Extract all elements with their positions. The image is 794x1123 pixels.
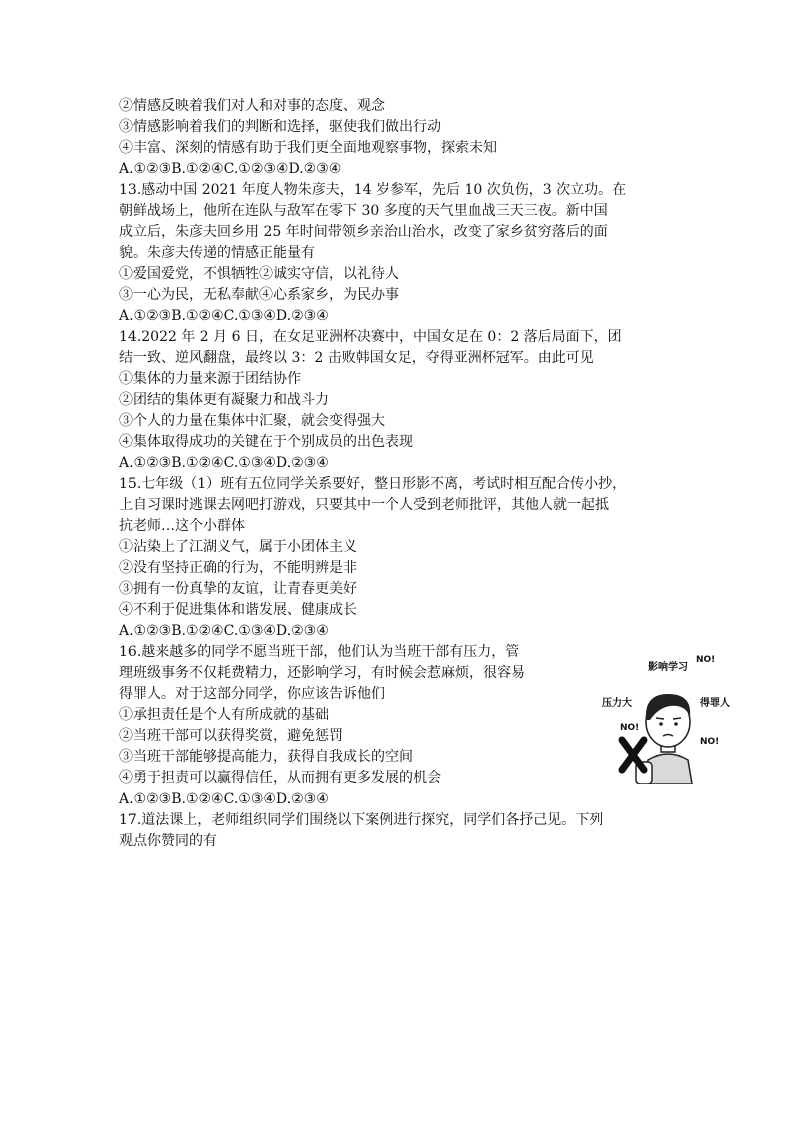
question-stem: 抗老师…这个小群体 [119, 518, 245, 534]
answer-choices: A.①②③B.①②④C.①③④D.②③④ [119, 455, 329, 471]
option-line: ②没有坚持正确的行为，不能明辨是非 [119, 560, 357, 576]
question-stem: 上自习课时逃课去网吧打游戏，只要其中一个人受到老师批评，其他人就一起抵 [119, 497, 609, 513]
figure-label: NO! [620, 723, 640, 733]
question-stem: 得罪人。对于这部分同学，你应该告诉他们 [119, 686, 385, 702]
option-line: ②团结的集体更有凝聚力和战斗力 [119, 392, 329, 408]
question-stem: 成立后，朱彦夫回乡用 25 年时间带领乡亲治山治水，改变了家乡贫穷落后的面 [119, 224, 608, 240]
text-line: ②情感反映着我们对人和对事的态度、观念 [119, 98, 385, 114]
question-stem: 15.七年级（1）班有五位同学关系要好，整日形影不离，考试时相互配合传小抄， [119, 476, 627, 492]
question-14 [119, 327, 679, 474]
answer-choices: A.①②③B.①②④C.①③④D.②③④ [119, 623, 329, 639]
question-stem: 貌。朱彦夫传递的情感正能量有 [119, 245, 315, 261]
answer-choices: A.①②③B.①②④C.①③④D.②③④ [119, 308, 329, 324]
question-13 [119, 180, 679, 327]
question-stem: 理班级事务不仅耗费精力，还影响学习，有时候会惹麻烦，很容易 [119, 665, 525, 681]
answer-choices: A.①②③B.①②④C.①②③④D.②③④ [119, 161, 342, 177]
option-line: ①承担责任是个人有所成就的基础 [119, 707, 329, 723]
option-line: ④不利于促进集体和谐发展、健康成长 [119, 602, 357, 618]
question-17 [119, 810, 679, 852]
question-stem: 17.道法课上，老师组织同学们围绕以下案例进行探究，同学们各抒己见。下列 [119, 812, 604, 828]
option-line: ③当班干部能够提高能力，获得自我成长的空间 [119, 749, 413, 765]
question-stem: 结一致、逆风翻盘，最终以 3：2 击败韩国女足，夺得亚洲杯冠军。由此可见 [119, 350, 594, 366]
question-15 [119, 474, 679, 642]
options-block-top [119, 96, 679, 180]
reluctant-student-illustration-icon [600, 648, 736, 784]
text-line: ③情感影响着我们的判断和选择，驱使我们做出行动 [119, 119, 441, 135]
question-16 [119, 642, 679, 810]
option-line: ①沾染上了江湖义气，属于小团体主义 [119, 539, 357, 555]
figure-label: NO! [696, 655, 716, 665]
document-body [119, 96, 679, 852]
figure-label: 影响学习 [648, 662, 688, 673]
text-line: ④丰富、深刻的情感有助于我们更全面地观察事物，探索未知 [119, 140, 497, 156]
option-line: ③个人的力量在集体中汇聚，就会变得强大 [119, 413, 385, 429]
question-stem: 朝鲜战场上，他所在连队与敌军在零下 30 多度的天气里血战三天三夜。新中国 [119, 203, 608, 219]
option-line: ②当班干部可以获得奖赏，避免惩罚 [119, 728, 343, 744]
figure-label: NO! [700, 737, 720, 747]
reluctant-student-figure [600, 648, 736, 784]
question-stem: 16.越来越多的同学不愿当班干部，他们认为当班干部有压力，管 [119, 644, 520, 660]
option-line: ④集体取得成功的关键在于个别成员的出色表现 [119, 434, 413, 450]
option-line: ①爱国爱党，不惧牺牲②诚实守信，以礼待人 [119, 266, 399, 282]
figure-label: 压力大 [602, 698, 632, 709]
option-line: ③拥有一份真挚的友谊，让青春更美好 [119, 581, 357, 597]
option-line: ①集体的力量来源于团结协作 [119, 371, 301, 387]
answer-choices: A.①②③B.①②④C.①③④D.②③④ [119, 791, 329, 807]
option-line: ③一心为民，无私奉献④心系家乡，为民办事 [119, 287, 399, 303]
figure-label: 得罪人 [700, 698, 730, 709]
question-stem: 观点你赞同的有 [119, 833, 217, 849]
option-line: ④勇于担责可以赢得信任，从而拥有更多发展的机会 [119, 770, 441, 786]
question-stem: 13.感动中国 2021 年度人物朱彦夫，14 岁参军，先后 10 次负伤，3 次立功。在 [119, 182, 627, 198]
question-stem: 14.2022 年 2 月 6 日，在女足亚洲杯决赛中，中国女足在 0：2 落后局面下，团 [119, 329, 622, 345]
